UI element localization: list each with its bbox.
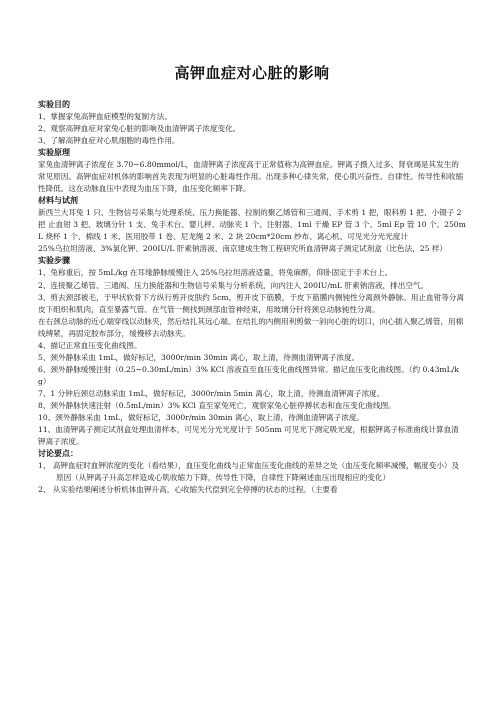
section-discussion bbox=[38, 448, 466, 496]
section-heading-materials: 材料与试剂 bbox=[38, 196, 78, 206]
procedure-step: 2、连接聚乙烯管、三通阀、压力换能器和生物信号采集与分析系统，向内注入 200IU/mL 肝素钠溶液，排出空气。 bbox=[38, 280, 429, 290]
objective-item: 2、观察高钾血症对家兔心脏的影响及血清钾离子浓度变化。 bbox=[38, 124, 241, 134]
procedure-step: 1、兔称重后，按 5mL/kg 在耳缘静脉缓慢注入 25%乌拉坦溶液适量，将兔麻醉，仰卧固定于手术台上。 bbox=[38, 268, 393, 278]
procedure-step: 5、颈外静脉采血 1mL，做好标记，3000r/min 30min 离心，取上清，待测血清钾离子浓度。 bbox=[38, 352, 360, 362]
materials-equipment: 新西兰大耳兔 1 只、生物信号采集与处理系统、压力换能器、拉制的聚乙烯管和三通阀、手术剪 1 把，眼科剪 1 把、小镊子 2 把 止血钳 3 把、玻璃分针 1 支、兔手术台、婴儿秤、动脉夹 1 个、注射器、1ml 干燥 EP 管 3 个、5ml Ep 管 10 个、250mL 烧杯 1 个、棉线 1 米、医用胶带 1 卷、尼龙绳 2 米、2 块 20cm*20cm 纱布、离心机、可见光分光光度计 bbox=[38, 208, 466, 242]
procedure-step: 3、剪去颈部被毛，于甲状软骨下方纵行剪开皮肤约 5cm。剪开皮下筋膜，于皮下筋膜内侧钝性分离颈外静脉。用止血钳等分离皮下组织和肌肉，直至暴露气管。在气管一侧找到颈部血管神经束，用玻璃分针将颈总动脉钝性分离。 bbox=[38, 292, 464, 314]
discussion-item: 2、 从实验结果阐述分析机体血钾升高，心收缩失代偿到完全停搏的状态的过程。（主要看 bbox=[38, 485, 338, 495]
section-materials bbox=[38, 195, 466, 255]
section-procedure bbox=[38, 255, 466, 448]
section-objective bbox=[38, 99, 466, 147]
objective-item: 3、了解高钾血症对心肌细胞的毒性作用。 bbox=[38, 136, 180, 146]
section-principle bbox=[38, 147, 466, 195]
page-title: 高钾血症对心脏的影响 bbox=[174, 64, 330, 82]
procedure-step: 7、1 分钟后颈总动脉采血 1mL，做好标记，3000r/min 5min 离心，取上清，待测血清钾离子浓度。 bbox=[38, 388, 385, 398]
section-heading-procedure: 实验步骤 bbox=[38, 256, 70, 266]
materials-reagents: 25%乌拉坦溶液、3%氯化钾、200IU/L 肝素钠溶液、南京建成生物工程研究所血清钾离子测定试剂盒（比色法，25 样） bbox=[38, 244, 448, 254]
procedure-step: 10、颈外静脉采血 1mL，做好标记，3000r/min 30min 离心，取上清，待测血清钾离子浓度。 bbox=[38, 413, 365, 423]
discussion-item: 1、 高钾血症时血钾浓度的变化（看结果），血压变化曲线与正常血压变化曲线的差异之处（血压变化频率减慢，幅度变小）及原因（从钾离子升高怎样造成心肌收缩力下降，传导性下降，自律性下降阐述血压出现相应的变化） bbox=[38, 461, 460, 483]
procedure-step: 6、颈外静脉缓慢注射（0.25~0.30mL/min）3% KCl 溶液直至血压变化曲线图异常。描记血压变化曲线图。（约 0.43mL/kg） bbox=[38, 364, 459, 386]
procedure-step: 8、颈外静脉快速注射（0.5mL/min）3% KCl 直至家兔死亡，观察家兔心脏停搏状态和血压变化曲线图。 bbox=[38, 400, 396, 410]
section-heading-objective: 实验目的 bbox=[38, 100, 70, 109]
principle-text: 家兔血清钾离子浓度在 3.70~6.80mmol/L，血清钾离子浓度高于正常值称为高钾血症。钾离子摄入过多、肾衰竭是其发生的常见原因。高钾血症对机体的影响首先表现为明显的心脏毒性作用。出现多种心律失常，使心肌兴奋性、自律性、传导性和收缩性降低。这在动脉血压中表现为血压下降，血压变化频率下降。 bbox=[38, 160, 464, 194]
procedure-step: 4、描记正常血压变化曲线图。 bbox=[38, 340, 142, 350]
section-heading-principle: 实验原理 bbox=[38, 148, 70, 158]
procedure-step: 在右颈总动脉的近心端穿线以动脉夹，然后结扎其远心端。在结扎的内侧用利剪做一斜向心脏的切口，向心插入聚乙烯管，用棉线缚紧，再固定胶布部分，缓慢移去动脉夹。 bbox=[38, 316, 464, 338]
section-heading-discussion: 讨论要点： bbox=[38, 449, 78, 459]
objective-item: 1、掌握家兔高钾血症模型的复制方法。 bbox=[38, 112, 172, 121]
procedure-step: 11、血清钾离子测定试剂盒处理血清样本，可见光分光光度计于 505nm 可见光下测定吸光度，根据钾离子标准曲线计算血清钾离子浓度。 bbox=[38, 425, 459, 447]
